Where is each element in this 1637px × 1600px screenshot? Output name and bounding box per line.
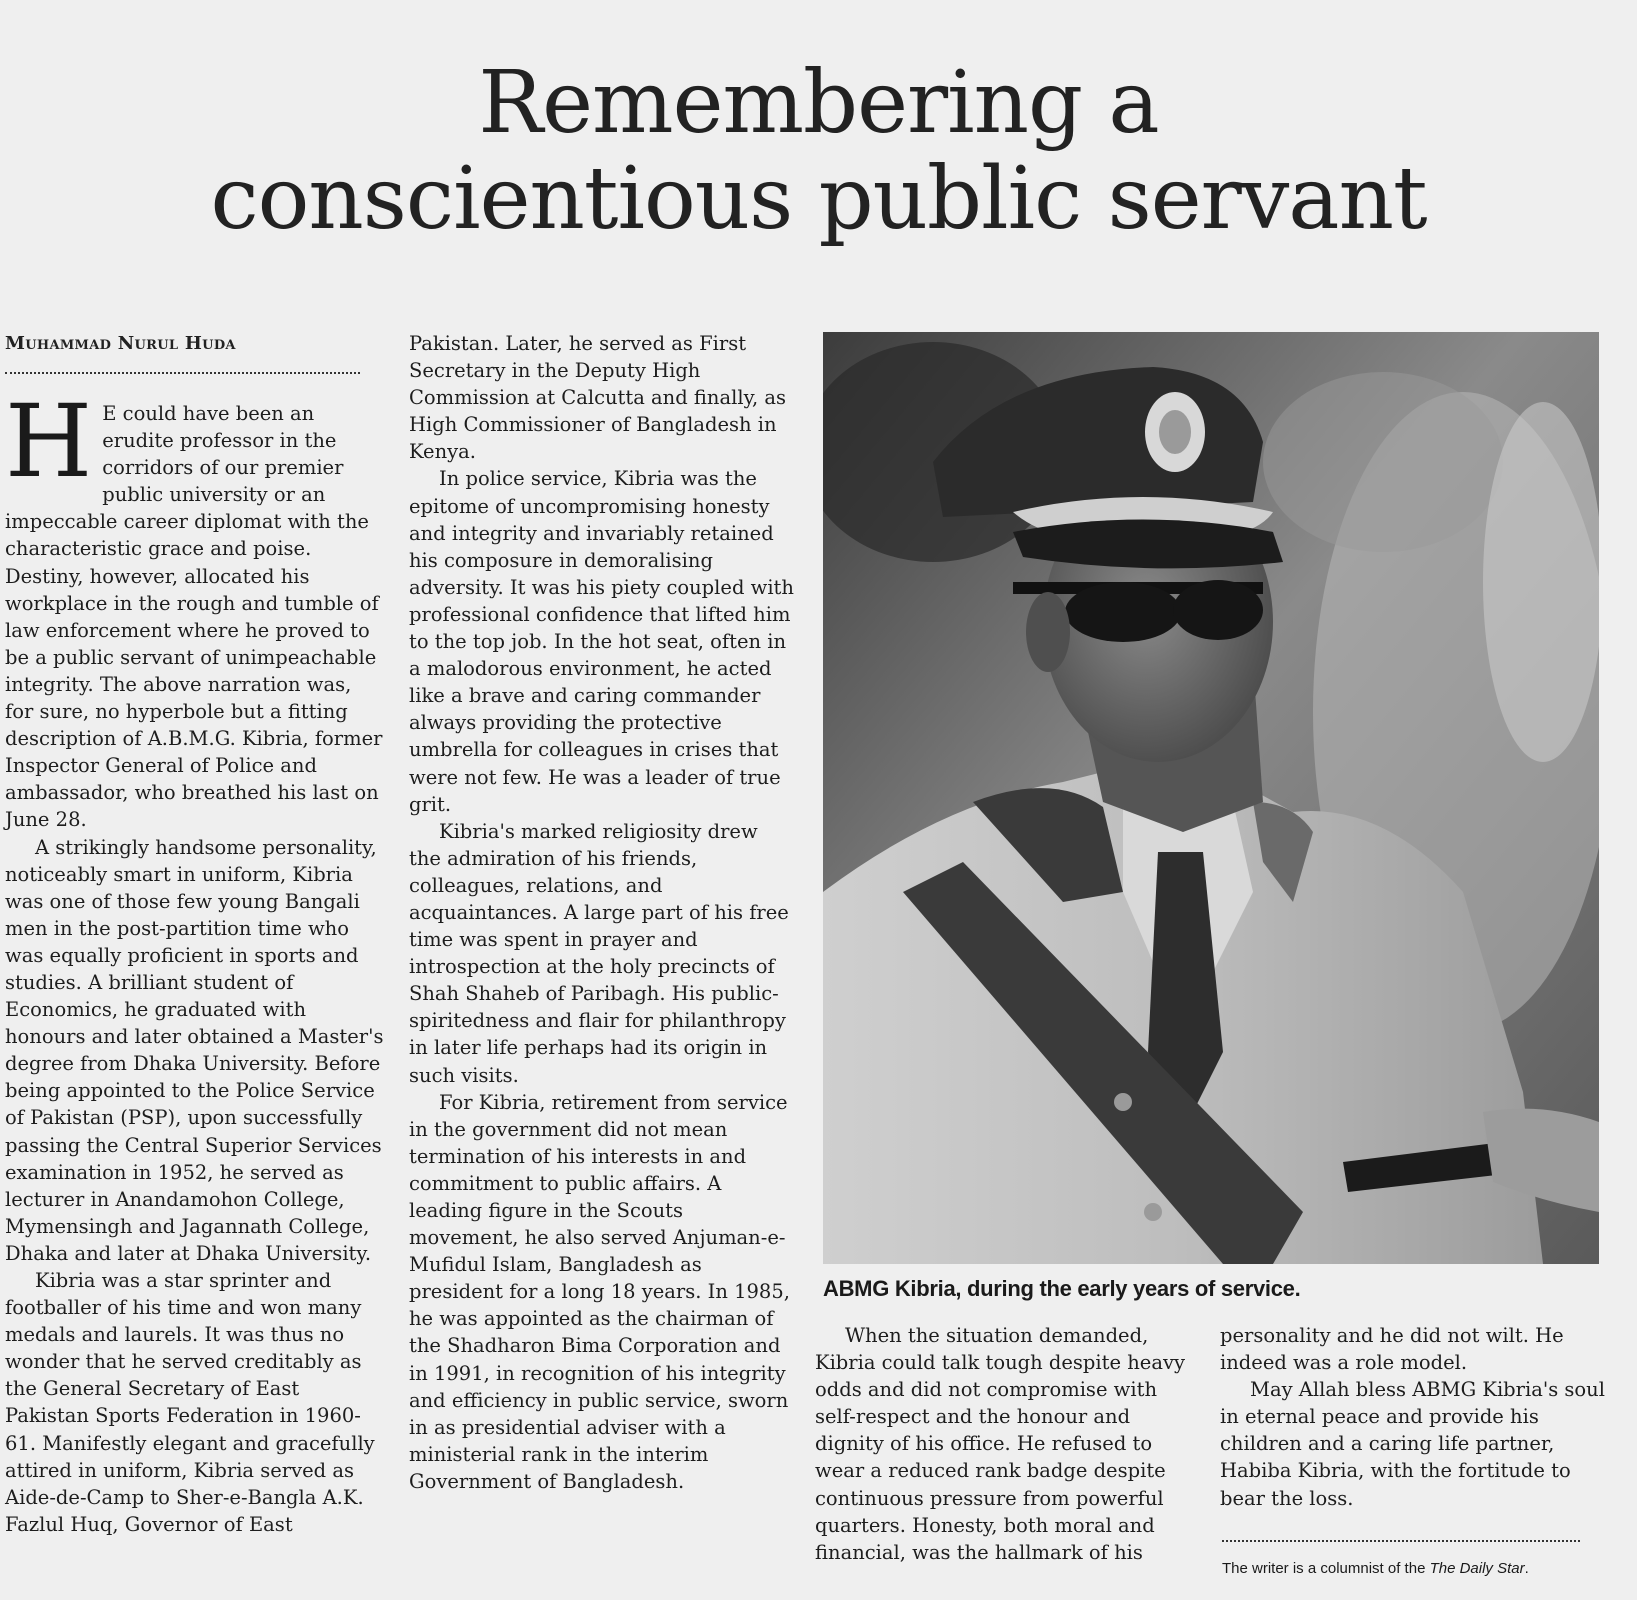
- paragraph: May Allah bless ABMG Kibria's soul in eternal peace and provide his children and a caring life partner, Habiba Kibria, with the fortitude to bear the loss.: [1220, 1378, 1605, 1510]
- paragraph: A strikingly handsome personality, noticeably smart in uniform, Kibria was one of those few young Bangali men in the post-partition time who was equally proficient in sports and studies. A brilliant student of Economics, he graduated with honours and later obtained a Master's degree from Dhaka University. Before being appointed to the Police Service of Pakistan (PSP), upon successfully passing the Central Superior Services examination in 1952, he served as lecturer in Anandamohon College, Mymensingh and Jagannath College, Dhaka and later at Dhaka University.: [5, 835, 384, 1265]
- paragraph: personality and he did not wilt. He indeed was a role model.: [1220, 1324, 1564, 1375]
- headline-line-1: Remembering a: [478, 53, 1159, 153]
- paragraph: In police service, Kibria was the epitome of uncompromising honesty and integrity and invariably retained his composure in demoralising adversity. It was his piety coupled with professional confidence that lifted him to the top job. In the hot seat, often in a malodorous environment, he acted like a brave and caring commander always providing the protective umbrella for colleagues in crises that were not few. He was a leader of true grit.: [409, 467, 794, 816]
- publication-name: The Daily Star: [1429, 1560, 1525, 1577]
- drop-cap: H: [5, 383, 93, 500]
- lead-paragraph: [5, 383, 385, 834]
- footer-divider: [1222, 1540, 1580, 1542]
- writer-note-suffix: .: [1524, 1560, 1529, 1577]
- lead-paragraph-text: E could have been an erudite professor in the corridors of our premier public university or an impeccable career diplomat with the characteristic grace and poise. Destiny, however, allocated his workplace in the rough and tumble of law enforcement where he proved to be a public servant of unimpeachable integrity. The above narration was, for sure, no hyperbole but a fitting description of A.B.M.G. Kibria, former Inspector General of Police and ambassador, who breathed his last on June 28.: [5, 402, 383, 832]
- paragraph: When the situation demanded, Kibria could talk tough despite heavy odds and did not compromise with self-respect and the honour and dignity of his office. He refused to wear a reduced rank badge despite continuous pressure from powerful quarters. Honesty, both moral and financial, was the hallmark of his: [815, 1324, 1185, 1564]
- writer-note: [1222, 1560, 1622, 1577]
- headline-line-2: conscientious public servant: [210, 149, 1427, 249]
- portrait-photo: [823, 332, 1599, 1264]
- portrait-illustration: [823, 332, 1599, 1264]
- article-column-1: [5, 383, 385, 1538]
- article-column-3: [815, 1322, 1200, 1566]
- paragraph: Pakistan. Later, he served as First Secretary in the Deputy High Commission at Calcutta and finally, as High Commissioner of Bangladesh in Kenya.: [409, 332, 787, 464]
- byline: Muhammad Nurul Huda: [5, 333, 236, 354]
- headline: [0, 55, 1637, 247]
- byline-divider: [5, 372, 360, 374]
- paragraph: Kibria was a star sprinter and footballer of his time and won many medals and laurels. It was thus no wonder that he served creditably as the General Secretary of East Pakistan Sports Federation in 1960-61. Manifestly elegant and gracefully attired in uniform, Kibria served as Aide-de-Camp to Sher-e-Bangla A.K. Fazlul Huq, Governor of East: [5, 1269, 375, 1536]
- writer-note-prefix: The writer is a columnist of the: [1222, 1560, 1430, 1577]
- paragraph: For Kibria, retirement from service in the government did not mean termination of his interests in and commitment to public affairs. A leading figure in the Scouts movement, he also served Anjuman-e-Mufidul Islam, Bangladesh as president for a long 18 years. In 1985, he was appointed as the chairman of the Shadharon Bima Corporation and in 1991, in recognition of his integrity and efficiency in public service, sworn in as presidential adviser with a ministerial rank in the interim Government of Bangladesh.: [409, 1090, 790, 1493]
- article-column-2: [409, 330, 794, 1495]
- article-column-4: [1220, 1322, 1610, 1512]
- photo-caption: ABMG Kibria, during the early years of service.: [823, 1276, 1301, 1301]
- paragraph: Kibria's marked religiosity drew the admiration of his friends, colleagues, relations, and acquaintances. A large part of his free time was spent in prayer and introspection at the holy precincts of Shah Shaheb of Paribagh. His public-spiritedness and flair for philanthropy in later life perhaps had its origin in such visits.: [409, 819, 789, 1087]
